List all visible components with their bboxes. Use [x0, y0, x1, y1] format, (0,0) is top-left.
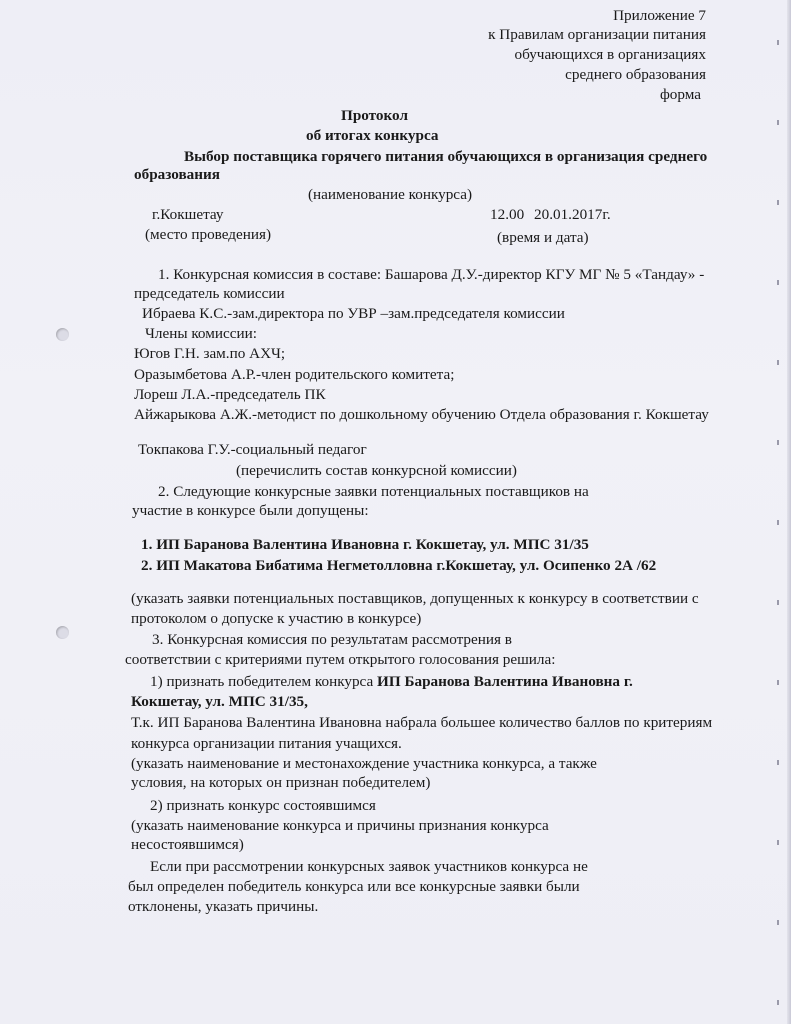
final-note3: отклонены, указать причины. — [128, 898, 319, 915]
punch-hole — [56, 626, 69, 639]
page-edge — [787, 0, 791, 1024]
commission-members-label: Члены комиссии: — [145, 325, 257, 342]
protocol-title: Протокол — [341, 107, 408, 124]
decision-intro1: 3. Конкурсная комиссия по результатам рассмотрения в — [152, 631, 512, 648]
contest-name-line1: Выбор поставщика горячего питания обучающихся в организация среднего — [184, 148, 708, 165]
commission-line1: 1. Конкурсная комиссия в составе: Башарова Д.У.-директор КГУ МГ № 5 «Тандау» - — [158, 266, 705, 283]
commission-member-3: Лореш Л.А.-председатель ПК — [134, 386, 326, 403]
commission-member-2: Оразымбетова А.Р.-член родительского комитета; — [134, 366, 455, 383]
admitted-caption1: (указать заявки потенциальных поставщиков, допущенных к конкурсу в соответствии с — [131, 590, 699, 607]
contest-name-caption: (наименование конкурса) — [308, 186, 473, 203]
commission-member-4: Айжарыкова А.Ж.-методист по дошкольному обучению Отдела образования г. Кокшетау — [134, 406, 709, 423]
decision-point1 — [150, 673, 633, 691]
decision-point2: 2) признать конкурс состоявшимся — [150, 797, 376, 814]
appendix-students: обучающихся в организациях — [514, 46, 706, 63]
admitted-intro1: 2. Следующие конкурсные заявки потенциальных поставщиков на — [158, 483, 589, 500]
decision-reason1: Т.к. ИП Баранова Валентина Ивановна набрала большее количество баллов по критериям — [131, 714, 713, 731]
place: г.Кокшетау — [152, 206, 224, 223]
admitted-item-2: 2. ИП Макатова Бибатима Негметолловна г.Кокшетау, ул. Осипенко 2А /62 — [141, 557, 657, 574]
final-note1: Если при рассмотрении конкурсных заявок участников конкурса не — [150, 858, 588, 875]
commission-member-1: Югов Г.Н. зам.по АХЧ; — [134, 345, 286, 362]
appendix-form: форма — [659, 86, 701, 103]
protocol-subtitle: об итогах конкурса — [306, 127, 439, 144]
decision-caption3: (указать наименование конкурса и причины признания конкурса — [131, 817, 549, 834]
winner-address: Кокшетау, ул. МПС 31/35, — [131, 693, 308, 710]
time-caption: (время и дата) — [497, 229, 589, 246]
decision-intro2: соответствии с критериями путем открытого голосования решила: — [125, 651, 556, 668]
admitted-item-1: 1. ИП Баранова Валентина Ивановна г. Кокшетау, ул. МПС 31/35 — [141, 536, 589, 553]
commission-line2: председатель комиссии — [134, 285, 285, 302]
decision-point1-prefix: 1) признать победителем конкурса — [150, 673, 378, 690]
perforation-marks — [775, 0, 785, 1024]
decision-caption2: условия, на которых он признан победителем) — [131, 774, 431, 791]
admitted-intro2: участие в конкурсе были допущены: — [132, 502, 369, 519]
decision-caption1: (указать наименование и местонахождение участника конкурса, а также — [131, 755, 597, 772]
appendix-number: Приложение 7 — [613, 7, 706, 24]
appendix-rules: к Правилам организации питания — [488, 26, 706, 43]
commission-line3: Ибраева К.С.-зам.директора по УВР –зам.председателя комиссии — [142, 305, 565, 322]
time: 12.00 — [490, 206, 525, 223]
date: 20.01.2017г. — [534, 206, 611, 223]
final-note2: был определен победитель конкурса или все конкурсные заявки были — [128, 878, 580, 895]
decision-reason2: конкурса организации питания учащихся. — [131, 735, 402, 752]
contest-name-line2: образования — [134, 166, 220, 183]
admitted-caption2: протоколом о допуске к участию в конкурсе) — [131, 610, 422, 627]
commission-caption: (перечислить состав конкурсной комиссии) — [236, 462, 517, 479]
place-caption: (место проведения) — [145, 226, 272, 243]
punch-hole — [56, 328, 69, 341]
commission-member-5: Токпакова Г.У.-социальный педагог — [138, 441, 367, 458]
decision-caption4: несостоявшимся) — [131, 836, 244, 853]
appendix-education: среднего образования — [565, 66, 706, 83]
winner-name: ИП Баранова Валентина Ивановна г. — [377, 673, 633, 690]
